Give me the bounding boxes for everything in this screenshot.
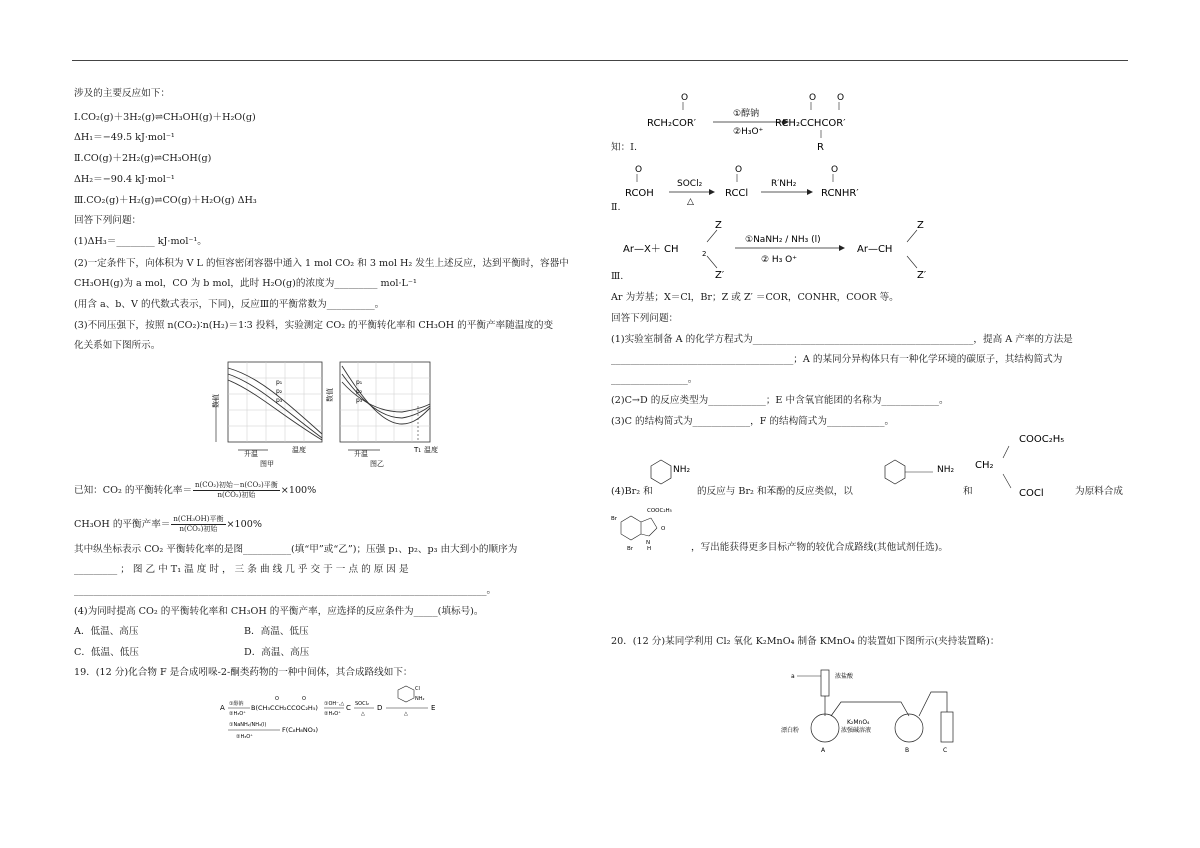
figure-jia xyxy=(212,358,324,468)
rx3-label: Ⅲ. xyxy=(611,271,624,282)
rx2-oxo-3: O xyxy=(831,165,839,175)
rx3-product: Ar—CH xyxy=(857,244,893,255)
route-b-oxo-1: O xyxy=(275,696,279,702)
apparatus-bleach-label: 漂白粉 xyxy=(781,727,800,734)
ch3oh-yield-definition xyxy=(74,515,262,534)
apparatus-flask-a: A xyxy=(821,747,826,754)
header-rule xyxy=(72,60,1128,61)
option-d: D．高温、高压 xyxy=(244,647,310,658)
fraction-1-numerator: n(CO₂)初始－n(CO₂)平衡 xyxy=(195,481,278,489)
question-3-line-1: (3)不同压强下，按照 n(CO₂)∶n(H₂)＝1∶3 投料，实验测定 CO₂ 的平衡转化率和 CH₃OH 的平衡产率随温度的变 xyxy=(74,320,554,331)
q4-ch2: CH₂ xyxy=(975,460,994,471)
apparatus-solution-2: 浓强碱溶液 xyxy=(841,727,872,734)
rx3-condition-1: ①NaNH₂ / NH₃ (l) xyxy=(745,235,821,245)
known-reaction-3 xyxy=(611,218,931,282)
rx1-reactant: RCH₂COR′ xyxy=(647,118,697,129)
known-label: 知：Ⅰ. xyxy=(611,142,638,153)
rx3-condition-2: ② H₃ O⁺ xyxy=(761,255,797,265)
rx3-zp-right: Z′ xyxy=(917,270,927,281)
yi-p2-label: p₂ xyxy=(356,388,363,395)
synthesis-route xyxy=(220,684,450,744)
known-prefix: 已知：CO₂ 的平衡转化率＝ xyxy=(74,485,193,496)
q4-middle: 的反应与 Br₂ 和苯酚的反应类似，以 xyxy=(697,486,853,497)
question-19-1-line-3: ________________。 xyxy=(611,374,698,385)
ch3oh-prefix: CH₃OH 的平衡产率＝ xyxy=(74,519,171,530)
route-step-nanh2: ①NaNH₂/NH₃(l) xyxy=(229,722,267,728)
route-step-sodium: ①醇钠 xyxy=(229,701,244,707)
q4-ester-group: COOC₂H₅ xyxy=(1019,434,1065,445)
rx2-oxo-1: O xyxy=(635,165,643,175)
apparatus-acid-label: 浓盐酸 xyxy=(835,673,854,680)
fraction-1-denominator: n(CO₂)初始 xyxy=(217,491,256,499)
known-reaction-2 xyxy=(611,160,911,210)
percent-1: ×100% xyxy=(280,485,317,496)
fraction-2-denominator: n(CO₂)初始 xyxy=(179,525,218,533)
route-step-acid-3: ②H₃O⁺ xyxy=(236,734,253,740)
yi-y-label: 数值 xyxy=(326,388,334,402)
product-br-1: Br xyxy=(611,516,618,522)
route-aniline-cl: Cl xyxy=(415,686,420,692)
enthalpy-2: ΔH₂＝−90.4 kJ·mol⁻¹ xyxy=(74,174,175,185)
route-step-base: ①OH⁻,△ xyxy=(324,701,345,707)
product-n: N xyxy=(646,540,651,546)
yi-x-label: 温度 xyxy=(424,446,438,454)
rx3-sub: 2 xyxy=(702,250,707,258)
route-step-heat-1: △ xyxy=(361,711,365,717)
rx2-acyl-chloride: RCCl xyxy=(725,188,749,199)
apparatus-diagram xyxy=(761,668,961,754)
rx1-oxo-right-1: O xyxy=(809,93,817,103)
rx1-oxo-right-2: O xyxy=(837,93,845,103)
jia-x-label: 温度 xyxy=(292,446,306,454)
rx2-acid: RCOH xyxy=(625,188,654,199)
rx1-product: RCH₂CCHCOR′ xyxy=(775,118,846,129)
yi-x-arrow-label: 升温 xyxy=(354,450,368,458)
rx2-condition-amine: R′NH₂ xyxy=(771,179,797,189)
aryl-note: Ar 为芳基；X＝Cl，Br；Z 或 Z′ ＝COR，CONHR，COOR 等。 xyxy=(611,292,899,303)
rx2-condition-heat: △ xyxy=(687,197,694,207)
intro-text: 涉及的主要反应如下： xyxy=(74,88,170,99)
target-product-structure xyxy=(611,506,691,558)
route-step-socl2: SOCl₂ xyxy=(355,701,369,707)
product-ester: COOC₂H₅ xyxy=(647,508,672,514)
question-2-line-2: CH₃OH(g)为 a mol，CO 为 b mol，此时 H₂O(g)的浓度为_________ mol·L⁻¹ xyxy=(74,278,417,289)
q4-end: 为原料合成 xyxy=(1075,486,1123,497)
option-c: C．低温、低压 xyxy=(74,647,139,658)
question-19-4-tail: ，写出能获得更多目标产物的较优合成路线(其他试剂任选)。 xyxy=(691,542,948,553)
route-d: D xyxy=(377,704,383,712)
known-reaction-1 xyxy=(611,88,911,158)
apparatus-vessel-c: C xyxy=(943,747,948,754)
question-19-1-line-2: ______________________________________；A 的某同分异构体只有一种化学环境的碳原子，其结构简式为 xyxy=(611,354,1063,365)
co2-conversion-definition xyxy=(74,481,316,500)
route-b-oxo-2: O xyxy=(302,696,306,702)
route-b: B(CH₃CCH₂CCOC₂H₅) xyxy=(251,704,318,712)
route-aniline-nh2: NH₂ xyxy=(415,696,425,702)
fraction-2-numerator: n(CH₃OH)平衡 xyxy=(173,515,224,523)
yi-caption: 图乙 xyxy=(370,460,384,468)
yi-p3-label: p₃ xyxy=(356,397,363,404)
jia-p3-label: p₃ xyxy=(276,397,283,404)
rx1-oxo-left: O xyxy=(681,93,689,103)
q4-cocl: COCl xyxy=(1019,488,1044,499)
reaction-2: Ⅱ.CO(g)＋2H₂(g)⇌CH₃OH(g) xyxy=(74,153,212,164)
q4-aniline-nh2-2: NH₂ xyxy=(937,465,955,475)
question-2-line-3: (用含 a、b、V 的代数式表示，下同)，反应Ⅲ的平衡常数为__________。 xyxy=(74,299,385,310)
question-20: 20．(12 分)某同学利用 Cl₂ 氧化 K₂MnO₄ 制备 KMnO₄ 的装置如下图所示(夹持装置略)： xyxy=(611,636,1000,647)
route-e: E xyxy=(431,704,436,712)
question-3-line-3: 其中纵坐标表示 CO₂ 平衡转化率的是图__________(填“甲”或“乙”)；压强 p₁、p₂、p₃ 由大到小的顺序为 xyxy=(74,544,518,555)
yi-p1-label: p₁ xyxy=(356,379,363,386)
question-1: (1)ΔH₃＝________ kJ·mol⁻¹。 xyxy=(74,236,207,247)
question-3-line-5: ______________________________________________________________________________________。 xyxy=(74,585,497,596)
question-4: (4)为同时提高 CO₂ 的平衡转化率和 CH₃OH 的平衡产率，应选择的反应条件为_____(填标号)。 xyxy=(74,606,484,617)
reaction-3: Ⅲ.CO₂(g)＋H₂(g)⇌CO(g)＋H₂O(g) ΔH₃ xyxy=(74,195,257,206)
apparatus-flask-b: B xyxy=(905,747,910,754)
question-19-2: (2)C→D 的反应类型为____________；E 中含氧官能团的名称为____________。 xyxy=(611,395,949,406)
question-19: 19．(12 分)化合物 F 是合成吲哚-2-酮类药物的一种中间体，其合成路线如下： xyxy=(74,667,413,678)
rx2-amide: RCNHR′ xyxy=(821,188,859,199)
product-h: H xyxy=(647,546,652,552)
rx3-zp-left: Z′ xyxy=(715,270,725,281)
route-step-acid-2: ②H₃O⁺ xyxy=(324,711,341,717)
enthalpy-1: ΔH₁＝−49.5 kJ·mol⁻¹ xyxy=(74,132,175,143)
rx2-label: Ⅱ. xyxy=(611,202,621,213)
jia-p1-label: p₁ xyxy=(276,379,283,386)
rx1-condition-2: ②H₃O⁺ xyxy=(733,127,764,137)
route-c: C xyxy=(346,704,351,712)
question-19-1-line-1: (1)实验室制备 A 的化学方程式为______________________________________________，提高 A 产率的方法是 xyxy=(611,334,1073,345)
figure-yi xyxy=(326,358,444,468)
question-2-line-1: (2)一定条件下，向体积为 V L 的恒容密闭容器中通入 1 mol CO₂ 和 3 mol H₂ 发生上述反应，达到平衡时，容器中 xyxy=(74,258,569,269)
product-oxo: O xyxy=(661,526,666,532)
route-step-heat-2: △ xyxy=(404,711,408,717)
rx1-condition-1: ①醇钠 xyxy=(733,109,760,119)
answer-prompt-right: 回答下列问题： xyxy=(611,313,679,324)
answer-prompt: 回答下列问题： xyxy=(74,215,142,226)
reaction-1: Ⅰ.CO₂(g)＋3H₂(g)⇌CH₃OH(g)＋H₂O(g) xyxy=(74,112,256,123)
question-19-3: (3)C 的结构简式为____________，F 的结构简式为____________。 xyxy=(611,416,895,427)
percent-2: ×100% xyxy=(226,519,262,530)
option-b: B．高温、低压 xyxy=(244,626,309,637)
rx3-reactant: Ar—X＋ CH xyxy=(623,244,679,255)
q4-aniline-nh2: NH₂ xyxy=(673,465,691,475)
route-a: A xyxy=(220,704,225,712)
rx3-z-right: Z xyxy=(917,220,924,231)
product-br-2: Br xyxy=(627,546,634,552)
jia-p2-label: p₂ xyxy=(276,388,283,395)
conversion-fraction xyxy=(193,481,280,500)
rx2-oxo-2: O xyxy=(735,165,743,175)
option-a: A．低温、高压 xyxy=(74,626,139,637)
q4-and: 和 xyxy=(963,486,973,497)
question-19-4-structures xyxy=(611,430,1133,502)
q4-prefix: (4)Br₂ 和 xyxy=(611,486,653,497)
yi-t1-label: T₁ xyxy=(414,446,422,454)
yield-fraction xyxy=(171,515,225,534)
jia-caption: 图甲 xyxy=(260,460,274,468)
jia-x-arrow-label: 升温 xyxy=(244,450,258,458)
rx3-z-left: Z xyxy=(715,220,722,231)
jia-y-label: 数值 xyxy=(212,394,220,408)
apparatus-a-label: a xyxy=(791,673,795,680)
rx2-condition-socl2: SOCl₂ xyxy=(677,179,703,189)
question-3-line-2: 化关系如下图所示。 xyxy=(74,340,161,351)
apparatus-solution-1: K₂MnO₄ xyxy=(847,719,870,726)
rx1-r-group: R xyxy=(817,142,824,153)
route-step-acid-1: ②H₃O⁺ xyxy=(229,711,246,717)
route-f: F(C₈H₈NO₃) xyxy=(282,726,319,734)
question-3-line-4: _________ ； 图 乙 中 T₁ 温 度 时 ， 三 条 曲 线 几 乎 交 于 一 点 的 原 因 是 xyxy=(74,564,409,575)
